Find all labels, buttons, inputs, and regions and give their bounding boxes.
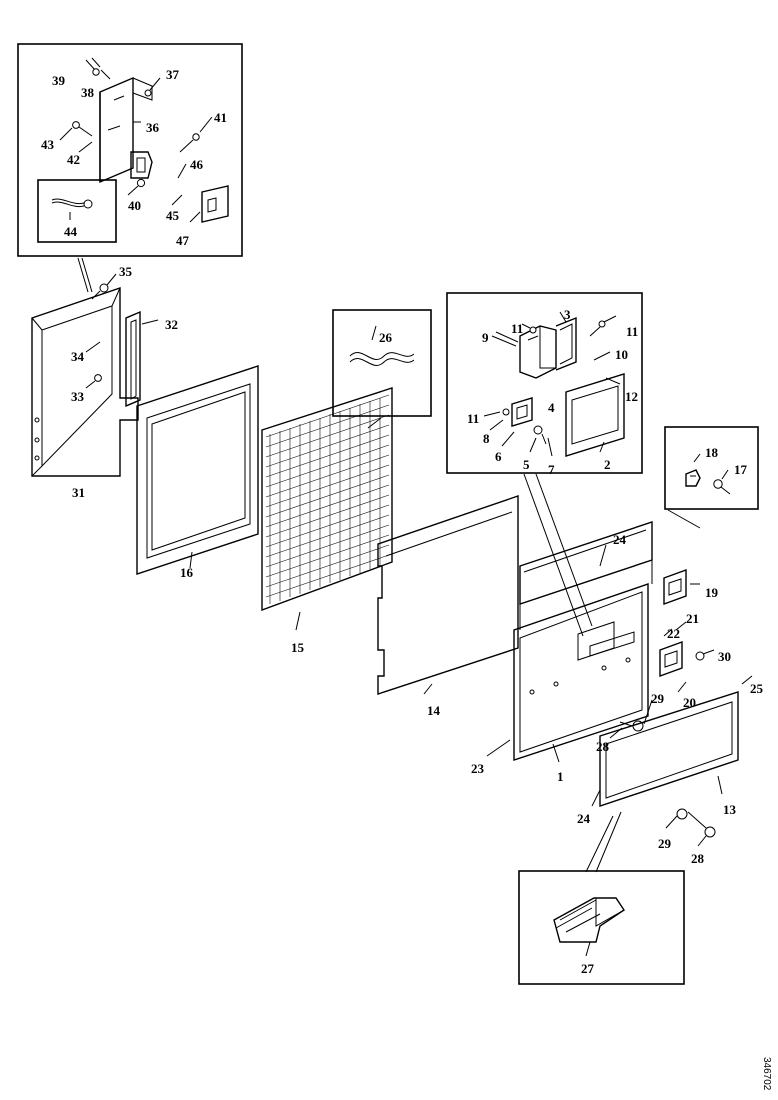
callout-14: 14 [427,703,440,718]
callout-47: 47 [176,233,189,248]
panel-14 [378,496,518,694]
callout-39: 39 [52,73,65,88]
callout-28b: 28 [691,851,704,866]
callout-19: 19 [705,585,718,600]
callout-8: 8 [483,431,490,446]
callout-36: 36 [146,120,159,135]
callout-11a: 11 [511,321,524,336]
callout-43: 43 [41,137,54,152]
callout-22: 22 [667,626,680,641]
callout-9: 9 [482,330,489,345]
callout-29a: 29 [651,691,664,706]
callout-15: 15 [291,640,304,655]
handle-detail-panel [519,871,684,984]
callout-11b: 11 [626,324,639,339]
callout-31: 31 [72,485,85,500]
outer-frame-assembly [32,258,158,476]
callout-2: 2 [604,457,611,472]
callout-45: 45 [166,208,179,223]
callout-16: 16 [180,565,193,580]
callout-40: 40 [128,198,141,213]
callout-46: 46 [190,157,203,172]
callout-12: 12 [625,389,638,404]
callout-42: 42 [67,152,80,167]
callout-23: 23 [471,761,484,776]
callout-24b: 24 [577,811,590,826]
callout-24a: 24 [613,532,626,547]
callout-13: 13 [723,802,736,817]
callout-20: 20 [683,695,696,710]
callout-21: 21 [686,611,699,626]
callout-18: 18 [705,445,718,460]
callout-41: 41 [214,110,227,125]
callout-30: 30 [718,649,731,664]
diagram-code-label: 346702 [761,1056,772,1090]
fastener-detail-panel [665,427,758,528]
callout-29b: 29 [658,836,671,851]
callout-5: 5 [523,457,530,472]
callout-33: 33 [71,389,84,404]
door-panel-1 [487,522,652,762]
callout-37: 37 [166,67,179,82]
seal-detail-panel [333,310,431,428]
callout-17: 17 [734,462,747,477]
callout-1: 1 [557,769,564,784]
callout-6: 6 [495,449,502,464]
callout-32: 32 [165,317,178,332]
callout-44: 44 [64,224,77,239]
panel-16 [137,366,258,574]
latch-detail-panel [447,293,642,636]
callout-4: 4 [548,400,555,415]
callout-7: 7 [548,462,555,477]
callout-35: 35 [119,264,132,279]
callout-28a: 28 [596,739,609,754]
callout-34: 34 [71,349,84,364]
callout-26: 26 [379,330,392,345]
callout-10: 10 [615,347,628,362]
callout-25: 25 [750,681,763,696]
callout-3: 3 [564,307,571,322]
callout-27: 27 [581,961,594,976]
callout-11c: 11 [467,411,480,426]
callout-38: 38 [81,85,94,100]
